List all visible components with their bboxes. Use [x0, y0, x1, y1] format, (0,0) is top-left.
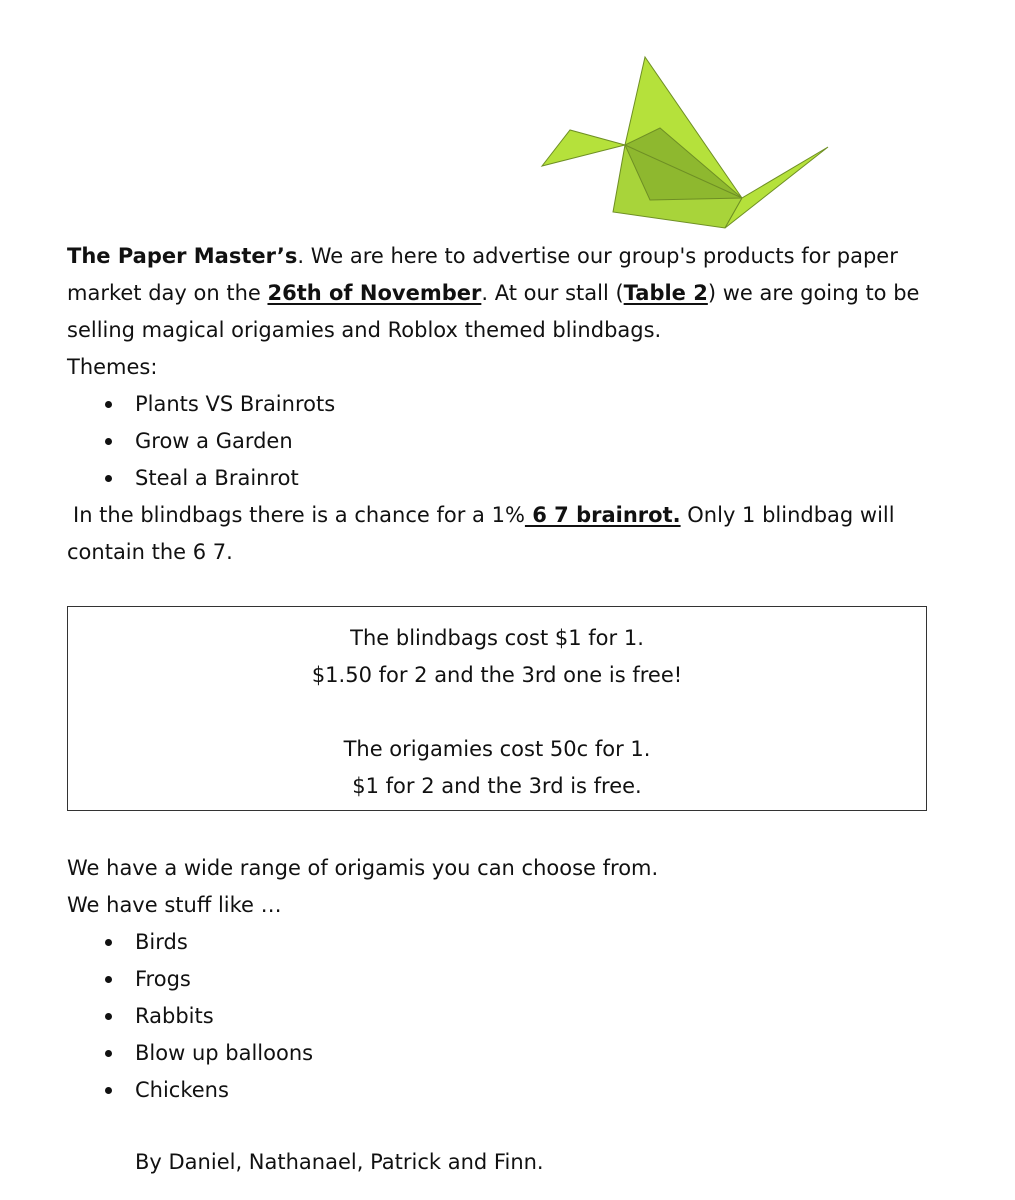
- signoff: By Daniel, Nathanael, Patrick and Finn.: [135, 1150, 544, 1174]
- intro-section: The Paper Master’s. We are here to advertise our group's products for paper market day on the 26th of November. At our stall (Table 2) we are going to be selling magical origamies and Roblox themed blindbags. Themes: Plants VS Brainrots Grow a Garden Steal a Brainrot In the blindbags there is a chance for a 1% 6 7 brainrot. Only 1 blindbag will contain the 6 7.: [67, 238, 937, 571]
- origami-range-section: We have a wide range of origamis you can choose from. We have stuff like … Birds Frogs Rabbits Blow up balloons Chickens: [67, 850, 937, 1109]
- themes-list: [67, 386, 937, 497]
- market-date: 26th of November: [267, 281, 482, 305]
- list-item: Plants VS Brainrots: [135, 386, 937, 423]
- origami-list: [67, 924, 937, 1109]
- origami-crane-illustration: [540, 52, 832, 232]
- stall-table: Table 2: [623, 281, 708, 305]
- chance-paragraph: In the blindbags there is a chance for a 1% 6 7 brainrot. Only 1 blindbag will: [73, 503, 895, 527]
- list-item: Birds: [135, 924, 937, 961]
- list-item: Steal a Brainrot: [135, 460, 937, 497]
- intro-paragraph: The Paper Master’s. We are here to advertise our group's products for paper: [67, 244, 898, 268]
- themes-heading: Themes:: [67, 355, 158, 379]
- list-item: Blow up balloons: [135, 1035, 937, 1072]
- list-item: Grow a Garden: [135, 423, 937, 460]
- brand-name: The Paper Master’s: [67, 244, 298, 268]
- origami-price: The origamies cost 50c for 1.: [343, 737, 651, 761]
- blindbag-deal: $1.50 for 2 and the 3rd one is free!: [311, 663, 683, 687]
- list-item: Chickens: [135, 1072, 937, 1109]
- blindbag-price: The blindbags cost $1 for 1.: [350, 626, 644, 650]
- crane-tail: [725, 147, 828, 228]
- list-item: Frogs: [135, 961, 937, 998]
- rare-brainrot: 6 7 brainrot.: [524, 503, 681, 527]
- list-item: Rabbits: [135, 998, 937, 1035]
- price-box: [67, 606, 927, 811]
- crane-left-wing: [542, 130, 625, 166]
- origami-deal: $1 for 2 and the 3rd is free.: [352, 774, 642, 798]
